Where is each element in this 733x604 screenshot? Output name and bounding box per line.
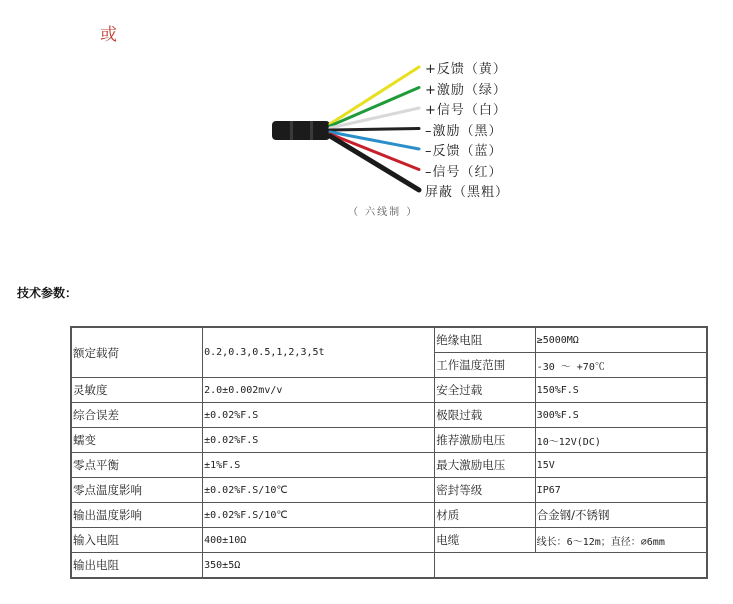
table-row [71, 453, 707, 478]
table-cell: 合金钢/不锈钢 [535, 503, 707, 528]
table-cell: 材质 [435, 503, 535, 528]
technical-parameters-heading: 技术参数： [17, 286, 78, 300]
table-cell: ±0.02%F.S/10℃ [203, 503, 435, 528]
wire-label: +信号（白） [425, 103, 507, 118]
table-cell: 零点温度影响 [71, 478, 203, 503]
table-cell: IP67 [535, 478, 707, 503]
table-cell: 蠕变 [71, 428, 203, 453]
table-cell: 密封等级 [435, 478, 535, 503]
table-cell: 灵敏度 [71, 378, 203, 403]
table-cell: 400±10Ω [203, 528, 435, 553]
table-cell: 350±5Ω [203, 553, 435, 579]
cable-drawing [262, 50, 562, 225]
wire-label: 屏蔽（黑粗） [425, 185, 510, 200]
wire-label: +反馈（黄） [425, 62, 507, 77]
table-cell: 极限过载 [435, 403, 535, 428]
table-cell: ±0.02%F.S/10℃ [203, 478, 435, 503]
table-cell: 综合误差 [71, 403, 203, 428]
table-cell: 输入电阻 [71, 528, 203, 553]
table-row [71, 428, 707, 453]
wire-line [330, 129, 419, 131]
table-row [71, 378, 707, 403]
wire-line [330, 67, 419, 124]
table-row [71, 478, 707, 503]
table-cell [435, 553, 707, 579]
table-cell: 推荐激励电压 [435, 428, 535, 453]
table-row [71, 503, 707, 528]
wire-label: –反馈（蓝） [425, 144, 503, 159]
table-cell: 10～12V(DC) [535, 428, 707, 453]
table-cell: 电缆 [435, 528, 535, 553]
wire-label: –信号（红） [425, 164, 503, 180]
wire-label: +激励（绿） [425, 82, 507, 98]
wire-line [330, 88, 419, 127]
six-wire-cable-diagram [262, 50, 562, 225]
wire-label: –激励（黑） [425, 123, 503, 139]
table-cell: -30 ～ +70℃ [535, 353, 707, 378]
table-cell: ≥5000MΩ [535, 327, 707, 353]
table-cell: 安全过载 [435, 378, 535, 403]
table-cell: ±0.02%F.S [203, 428, 435, 453]
table-cell: 输出电阻 [71, 553, 203, 579]
table-cell: 零点平衡 [71, 453, 203, 478]
table-cell: 2.0±0.002mv/v [203, 378, 435, 403]
table-cell: 工作温度范围 [435, 353, 535, 378]
table-cell: 绝缘电阻 [435, 327, 535, 353]
table-cell: 输出温度影响 [71, 503, 203, 528]
table-row [71, 528, 707, 553]
alternative-label: 或 [100, 25, 117, 45]
table-cell: 最大激励电压 [435, 453, 535, 478]
table-cell: 15V [535, 453, 707, 478]
wire-diagram-caption: （ 六线制 ） [348, 207, 419, 218]
table-cell: 0.2,0.3,0.5,1,2,3,5t [203, 327, 435, 378]
table-row [71, 327, 707, 353]
table-row [71, 553, 707, 579]
technical-parameters-table [70, 326, 708, 579]
table-cell: 额定载荷 [71, 327, 203, 378]
table-cell: ±0.02%F.S [203, 403, 435, 428]
cable-jacket [272, 121, 330, 140]
table-cell: 150%F.S [535, 378, 707, 403]
table-cell: 线长：6～12m；直径：∅6mm [535, 528, 707, 553]
wire-line [330, 108, 419, 128]
cable-jacket-band [310, 121, 313, 140]
table-cell: 300%F.S [535, 403, 707, 428]
cable-jacket-band [290, 121, 293, 140]
table-row [71, 403, 707, 428]
table-cell: ±1%F.S [203, 453, 435, 478]
